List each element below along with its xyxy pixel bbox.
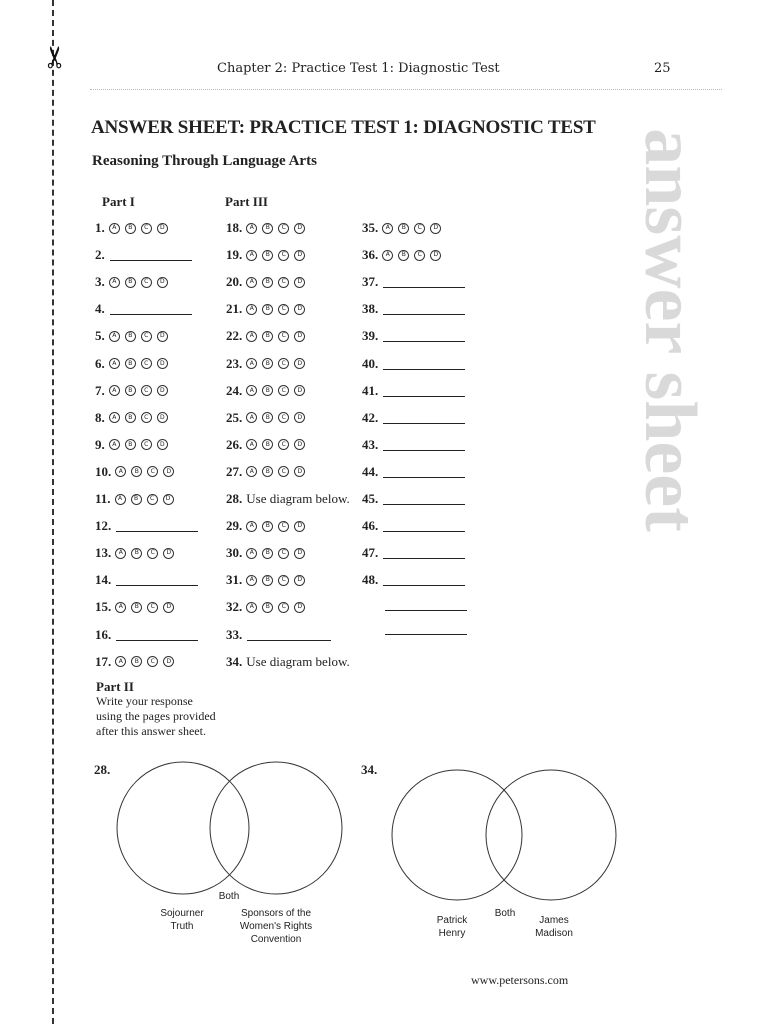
question-row (362, 570, 465, 590)
answer-bubble[interactable]: C (278, 548, 289, 559)
question-number: 28. (226, 491, 243, 506)
venn-diagram-28 (110, 752, 350, 952)
answer-bubble[interactable]: C (147, 602, 158, 613)
question-row (362, 543, 465, 563)
question-number: 3. (95, 274, 105, 290)
answer-bubble[interactable]: A (382, 250, 393, 261)
answer-bubble[interactable]: C (278, 358, 289, 369)
question-number: 17. (95, 653, 112, 669)
answer-bubble[interactable]: A (246, 521, 257, 532)
question-row (362, 516, 465, 536)
question-row (362, 272, 465, 292)
venn-left-label: Truth (170, 921, 194, 932)
question-number: 5. (95, 328, 105, 344)
question-number: 32. (226, 599, 243, 615)
question-row (95, 625, 198, 645)
question-number: 35. (362, 220, 379, 235)
section-subtitle: Reasoning Through Language Arts (92, 153, 317, 169)
answer-bubble[interactable]: A (115, 494, 126, 505)
question-row (226, 462, 310, 482)
answer-bubble[interactable]: B (262, 385, 273, 396)
answer-bubble[interactable]: A (382, 223, 393, 234)
question-number: 10. (95, 463, 112, 479)
answer-bubble[interactable]: D (430, 223, 441, 234)
question-number: 37. (362, 274, 379, 290)
answer-bubble[interactable]: D (294, 331, 305, 342)
question-row (226, 299, 310, 319)
venn-right-label: Convention (250, 934, 302, 945)
answer-bubble[interactable]: D (430, 250, 441, 261)
answer-bubble[interactable]: D (157, 277, 168, 288)
venn-left-label: Sojourner (160, 908, 204, 919)
question-row (362, 326, 465, 346)
answer-blank[interactable] (383, 358, 465, 370)
answer-bubble[interactable]: A (246, 331, 257, 342)
question-number: 47. (362, 545, 379, 561)
answer-bubble[interactable]: B (131, 466, 142, 477)
part-1-heading: Part I (102, 194, 135, 209)
answer-blank[interactable] (383, 493, 465, 505)
answer-bubble[interactable]: C (278, 223, 289, 234)
question-note: Use diagram below. (246, 491, 350, 506)
question-row (95, 543, 179, 563)
question-number: 13. (95, 545, 112, 561)
venn-left-label: Patrick (436, 915, 468, 926)
answer-bubble[interactable]: A (246, 277, 257, 288)
answer-bubble[interactable]: A (246, 304, 257, 315)
answer-bubble[interactable]: C (278, 412, 289, 423)
question-row (362, 354, 465, 374)
question-row (362, 462, 465, 482)
answer-bubble[interactable]: A (115, 656, 126, 667)
answer-bubble[interactable]: C (141, 412, 152, 423)
answer-blank[interactable] (116, 520, 198, 532)
question-number: 19. (226, 247, 243, 263)
answer-bubble[interactable]: B (262, 304, 273, 315)
answer-bubble[interactable]: B (125, 277, 136, 288)
question-number: 11. (95, 491, 111, 506)
answer-bubble[interactable]: A (246, 250, 257, 261)
answer-bubble[interactable]: B (262, 548, 273, 559)
question-number: 12. (95, 518, 112, 534)
answer-bubble[interactable]: D (294, 358, 305, 369)
answer-bubble[interactable]: B (131, 656, 142, 667)
answer-bubble[interactable]: A (109, 277, 120, 288)
answer-bubble[interactable]: D (163, 466, 174, 477)
answer-bubble[interactable]: C (141, 223, 152, 234)
question-number: 22. (226, 328, 243, 344)
question-number: 38. (362, 301, 379, 317)
answer-bubble[interactable]: A (109, 439, 120, 450)
answer-bubble[interactable]: C (141, 277, 152, 288)
answer-blank[interactable] (110, 303, 192, 315)
question-row (95, 570, 198, 590)
question-row (95, 218, 173, 238)
question-row (362, 245, 446, 265)
answer-bubble[interactable]: B (398, 223, 409, 234)
question-row (95, 245, 192, 265)
answer-bubble[interactable]: B (262, 575, 273, 586)
question-row (362, 218, 446, 238)
answer-bubble[interactable]: B (131, 494, 142, 505)
answer-bubble[interactable]: B (125, 331, 136, 342)
part-2-instruction-line: using the pages provided (96, 709, 216, 723)
question-number: 31. (226, 572, 243, 588)
answer-bubble[interactable]: A (109, 385, 120, 396)
venn-both-label: Both (218, 891, 240, 902)
answer-bubble[interactable]: A (109, 331, 120, 342)
answer-bubble[interactable]: C (278, 575, 289, 586)
question-number: 26. (226, 436, 243, 452)
question-row (226, 570, 310, 590)
question-number: 1. (95, 220, 105, 235)
answer-blank[interactable] (110, 249, 192, 261)
question-number: 39. (362, 328, 379, 344)
venn-left-circle (392, 770, 522, 900)
question-number: 48. (362, 572, 379, 588)
question-number: 2. (95, 247, 105, 263)
answer-bubble[interactable]: C (278, 439, 289, 450)
running-head: Chapter 2: Practice Test 1: Diagnostic Test (217, 61, 500, 76)
answer-bubble[interactable]: D (294, 277, 305, 288)
answer-bubble[interactable]: B (262, 250, 273, 261)
question-number: 6. (95, 355, 105, 371)
question-number: 25. (226, 409, 243, 425)
answer-bubble[interactable]: C (278, 277, 289, 288)
answer-bubble[interactable]: A (246, 385, 257, 396)
question-row (95, 516, 198, 536)
question-row (226, 218, 310, 238)
answer-blank[interactable] (383, 303, 465, 315)
question-row (226, 489, 350, 509)
answer-blank[interactable] (383, 466, 465, 478)
question-row (226, 516, 310, 536)
answer-bubble[interactable]: C (414, 223, 425, 234)
answer-bubble[interactable]: A (115, 466, 126, 477)
answer-bubble[interactable]: C (141, 439, 152, 450)
question-number: 27. (226, 463, 243, 479)
answer-blank[interactable] (383, 520, 465, 532)
question-number: 15. (95, 599, 112, 615)
answer-bubble[interactable]: C (147, 548, 158, 559)
answer-bubble[interactable]: A (246, 358, 257, 369)
answer-bubble[interactable]: C (278, 304, 289, 315)
answer-bubble[interactable]: B (262, 602, 273, 613)
answer-blank[interactable] (247, 629, 331, 641)
answer-blank[interactable] (385, 599, 467, 611)
question-row (95, 272, 173, 292)
answer-bubble[interactable]: B (262, 412, 273, 423)
footer-url: www.petersons.com (471, 973, 569, 987)
answer-bubble[interactable]: D (157, 412, 168, 423)
answer-bubble[interactable]: B (262, 358, 273, 369)
question-row (226, 272, 310, 292)
question-number: 8. (95, 409, 105, 425)
answer-bubble[interactable]: B (262, 331, 273, 342)
answer-bubble[interactable]: B (262, 521, 273, 532)
question-row (226, 354, 310, 374)
answer-bubble[interactable]: A (115, 548, 126, 559)
scissors-icon: ✂ (38, 44, 74, 70)
question-row (95, 326, 173, 346)
question-number: 36. (362, 247, 379, 263)
answer-bubble[interactable]: A (246, 412, 257, 423)
answer-bubble[interactable]: C (278, 385, 289, 396)
question-row (95, 597, 179, 617)
page-title: ANSWER SHEET: PRACTICE TEST 1: DIAGNOSTIC TEST (91, 117, 596, 138)
answer-bubble[interactable]: B (131, 602, 142, 613)
answer-bubble[interactable]: D (294, 439, 305, 450)
question-number: 21. (226, 301, 243, 317)
answer-blank[interactable] (383, 330, 465, 342)
answer-blank[interactable] (383, 547, 465, 559)
part-2-heading: Part II (96, 679, 134, 694)
part-2-instruction-line: Write your response (96, 694, 193, 708)
answer-bubble[interactable]: A (246, 548, 257, 559)
question-number: 23. (226, 355, 243, 371)
answer-bubble[interactable]: C (147, 466, 158, 477)
question-number: 34. (226, 653, 243, 669)
answer-blank[interactable] (116, 629, 198, 641)
answer-bubble[interactable]: C (278, 331, 289, 342)
answer-bubble[interactable]: B (262, 223, 273, 234)
venn-both-label: Both (494, 908, 516, 919)
answer-bubble[interactable]: D (294, 575, 305, 586)
answer-bubble[interactable]: D (294, 223, 305, 234)
question-row (362, 435, 465, 455)
answer-bubble[interactable]: D (294, 521, 305, 532)
page-number: 25 (654, 61, 671, 76)
answer-bubble[interactable]: B (125, 223, 136, 234)
question-number: 46. (362, 518, 379, 534)
answer-bubble[interactable]: B (262, 277, 273, 288)
answer-blank[interactable] (385, 623, 467, 635)
question-row (226, 381, 310, 401)
question-number: 4. (95, 301, 105, 317)
question-row (95, 435, 173, 455)
question-row (362, 489, 465, 509)
answer-bubble[interactable]: A (246, 439, 257, 450)
question-row (362, 619, 467, 639)
answer-bubble[interactable]: A (109, 412, 120, 423)
question-row (95, 381, 173, 401)
question-number: 7. (95, 382, 105, 398)
question-row (226, 435, 310, 455)
question-number: 33. (226, 626, 243, 642)
answer-bubble[interactable]: D (157, 439, 168, 450)
part-3-heading: Part III (225, 194, 268, 209)
question-number: 16. (95, 626, 112, 642)
answer-bubble[interactable]: B (125, 439, 136, 450)
answer-bubble[interactable]: B (262, 439, 273, 450)
answer-bubble[interactable]: A (109, 223, 120, 234)
part-2-instruction-line: after this answer sheet. (96, 724, 206, 738)
answer-bubble[interactable]: D (157, 358, 168, 369)
diagram-34-number: 34. (361, 762, 378, 777)
venn-right-label: Sponsors of the (240, 908, 312, 919)
question-row (95, 462, 179, 482)
answer-blank[interactable] (383, 412, 465, 424)
question-row (95, 354, 173, 374)
answer-bubble[interactable]: A (109, 358, 120, 369)
venn-right-label: Madison (535, 928, 573, 939)
cut-line (52, 0, 54, 1024)
answer-bubble[interactable]: D (294, 548, 305, 559)
question-number: 40. (362, 355, 379, 371)
question-note: Use diagram below. (246, 653, 350, 669)
answer-blank[interactable] (383, 276, 465, 288)
question-row (226, 625, 331, 645)
answer-bubble[interactable]: D (163, 602, 174, 613)
answer-blank[interactable] (383, 574, 465, 586)
question-row (362, 381, 465, 401)
answer-bubble[interactable]: D (163, 656, 174, 667)
answer-bubble[interactable]: D (157, 331, 168, 342)
question-number: 29. (226, 518, 243, 534)
venn-left-label: Henry (438, 928, 466, 939)
question-number: 42. (362, 409, 379, 425)
question-row (95, 652, 179, 672)
answer-bubble[interactable]: A (246, 223, 257, 234)
question-row (226, 652, 350, 672)
answer-bubble[interactable]: B (398, 250, 409, 261)
question-row (226, 597, 310, 617)
answer-blank[interactable] (383, 439, 465, 451)
question-row (362, 299, 465, 319)
answer-bubble[interactable]: A (246, 575, 257, 586)
answer-bubble[interactable]: C (414, 250, 425, 261)
answer-bubble[interactable]: B (125, 385, 136, 396)
venn-right-circle (486, 770, 616, 900)
question-number: 41. (362, 382, 379, 398)
answer-bubble[interactable]: D (294, 304, 305, 315)
answer-bubble[interactable]: D (294, 250, 305, 261)
question-row (226, 245, 310, 265)
question-number: 20. (226, 274, 243, 290)
part-2-block (96, 679, 216, 739)
answer-bubble[interactable]: B (262, 466, 273, 477)
answer-bubble[interactable]: A (115, 602, 126, 613)
answer-bubble[interactable]: D (294, 385, 305, 396)
question-number: 44. (362, 463, 379, 479)
answer-bubble[interactable]: D (294, 412, 305, 423)
answer-blank[interactable] (383, 385, 465, 397)
diagram-28-number: 28. (94, 762, 111, 777)
answer-bubble[interactable]: D (294, 466, 305, 477)
answer-bubble[interactable]: D (157, 223, 168, 234)
answer-bubble[interactable]: C (278, 602, 289, 613)
answer-blank[interactable] (116, 574, 198, 586)
answer-bubble[interactable]: D (163, 494, 174, 505)
answer-bubble[interactable]: C (147, 656, 158, 667)
answer-bubble[interactable]: B (125, 358, 136, 369)
question-row (95, 489, 179, 509)
question-number: 43. (362, 436, 379, 452)
question-row (95, 299, 192, 319)
answer-bubble[interactable]: C (278, 250, 289, 261)
question-row (362, 595, 467, 615)
answer-bubble[interactable]: B (125, 412, 136, 423)
venn-right-label: Women's Rights (239, 921, 313, 932)
answer-bubble[interactable]: C (141, 358, 152, 369)
venn-diagram-34 (385, 752, 625, 952)
answer-bubble[interactable]: D (157, 385, 168, 396)
question-number: 24. (226, 382, 243, 398)
side-label: answer sheet (629, 128, 711, 532)
question-row (362, 408, 465, 428)
question-row (226, 543, 310, 563)
question-row (226, 326, 310, 346)
answer-bubble[interactable]: C (141, 385, 152, 396)
header-rule (90, 89, 722, 90)
answer-bubble[interactable]: A (246, 466, 257, 477)
answer-bubble[interactable]: D (294, 602, 305, 613)
question-row (95, 408, 173, 428)
answer-bubble[interactable]: C (278, 466, 289, 477)
answer-bubble[interactable]: A (246, 602, 257, 613)
answer-bubble[interactable]: C (141, 331, 152, 342)
answer-bubble[interactable]: C (278, 521, 289, 532)
question-number: 14. (95, 572, 112, 588)
question-number: 45. (362, 491, 379, 506)
answer-bubble[interactable]: B (131, 548, 142, 559)
question-number: 18. (226, 220, 243, 235)
answer-bubble[interactable]: D (163, 548, 174, 559)
question-number: 9. (95, 436, 105, 452)
question-number: 30. (226, 545, 243, 561)
question-row (226, 408, 310, 428)
venn-right-label: James (539, 915, 569, 926)
answer-bubble[interactable]: C (147, 494, 158, 505)
